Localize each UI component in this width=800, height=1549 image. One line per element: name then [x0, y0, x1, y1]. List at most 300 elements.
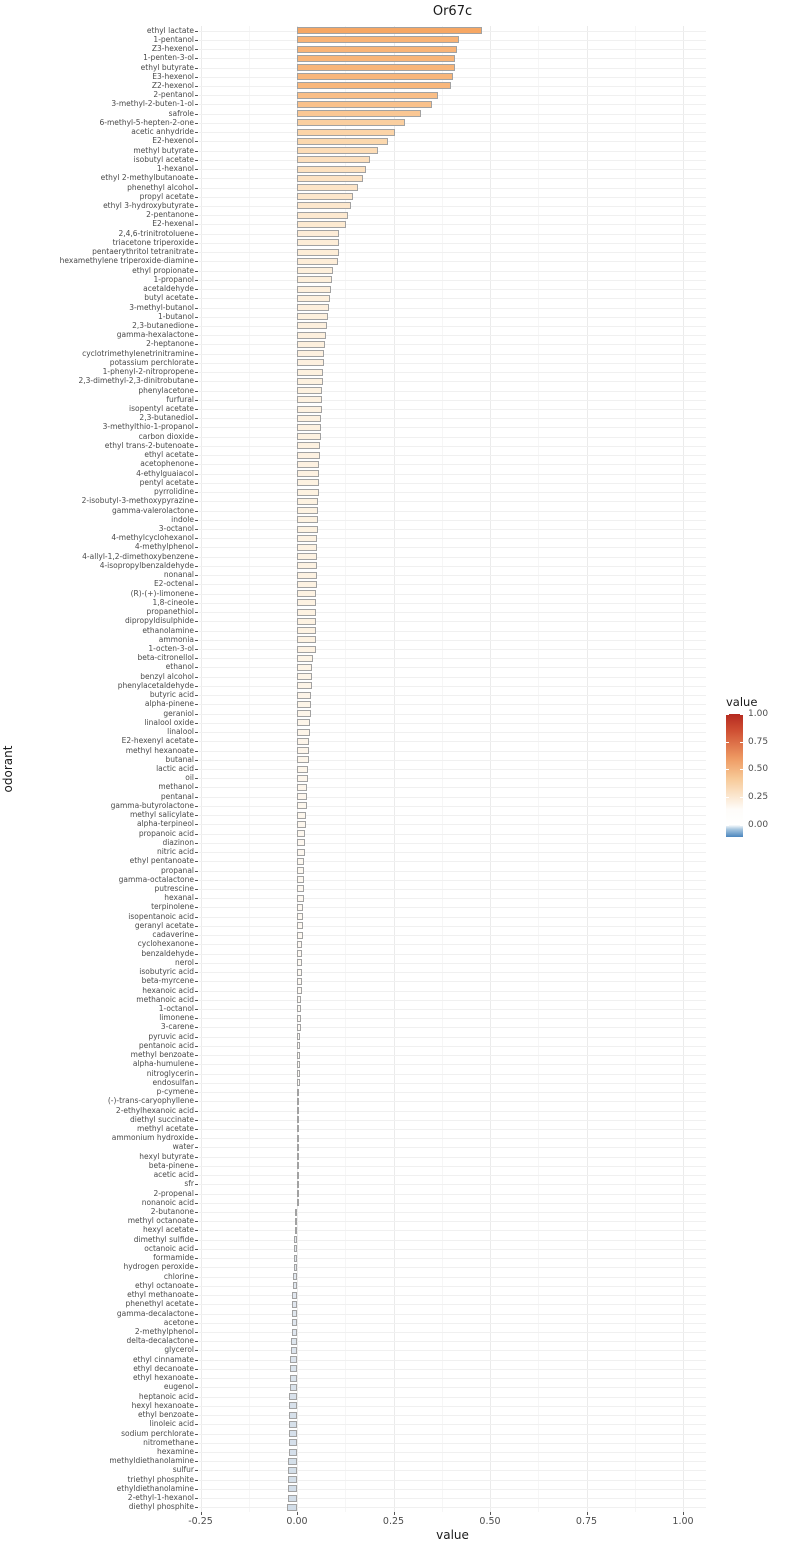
y-tick-mark [195, 160, 198, 161]
y-tick-mark [195, 1295, 198, 1296]
y-axis-label: diazinon [162, 838, 194, 847]
bar [297, 415, 321, 422]
gridline-row [199, 1221, 706, 1222]
gridline-row [199, 787, 706, 788]
y-tick-mark [195, 1387, 198, 1388]
y-tick-mark [195, 511, 198, 512]
y-axis-label: ethyl decanoate [133, 1364, 194, 1373]
x-tick-label: 0.50 [479, 1516, 501, 1527]
y-tick-mark [195, 1415, 198, 1416]
y-axis-label: endosulfan [152, 1078, 194, 1087]
y-tick-mark [195, 68, 198, 69]
y-axis-label: 1-octen-3-ol [148, 644, 194, 653]
y-axis-label: isopentanoic acid [128, 912, 194, 921]
gridline-row [199, 1406, 706, 1407]
gridline-row [199, 649, 706, 650]
gridline-row [199, 427, 706, 428]
gridline-row [199, 1332, 706, 1333]
chart-title: Or67c [432, 4, 473, 19]
bar [290, 1356, 297, 1363]
bar [297, 802, 307, 809]
y-axis-label: ethyl lactate [146, 26, 194, 35]
bar [294, 1236, 297, 1243]
gridline-row [199, 1415, 706, 1416]
bar [297, 1098, 299, 1105]
bar [297, 258, 338, 265]
gridline-row [199, 935, 706, 936]
y-tick-mark [195, 520, 198, 521]
y-axis-label: alpha-pinene [144, 699, 194, 708]
bar [297, 1172, 299, 1179]
gridline-row [199, 1120, 706, 1121]
bar [297, 212, 348, 219]
y-tick-mark [195, 1037, 198, 1038]
gridline-row [199, 981, 706, 982]
gridline-row [199, 206, 706, 207]
bar [297, 867, 304, 874]
y-axis-label: nonanoic acid [141, 1198, 194, 1207]
y-axis-label: 4-ethylguaiacol [136, 469, 194, 478]
y-axis-title: odorant [1, 745, 15, 793]
y-tick-mark [195, 1424, 198, 1425]
gridline-row [199, 917, 706, 918]
bar [297, 304, 329, 311]
y-tick-mark [195, 427, 198, 428]
y-axis-label: gamma-decalactone [116, 1309, 194, 1318]
gridline-row [199, 1452, 706, 1453]
y-axis-label: pentanoic acid [138, 1041, 194, 1050]
bar [289, 1402, 297, 1409]
gridline-row [199, 400, 706, 401]
y-axis-label: hexanal [164, 893, 194, 902]
y-axis-label: water [172, 1142, 194, 1151]
y-axis-label: heptanoic acid [138, 1392, 194, 1401]
gridline-row [199, 769, 706, 770]
y-tick-mark [195, 1203, 198, 1204]
y-tick-mark [195, 1314, 198, 1315]
gridline-row [199, 1489, 706, 1490]
y-axis-label: octanoic acid [144, 1244, 194, 1253]
gridline-row [199, 732, 706, 733]
gridline-row [199, 1304, 706, 1305]
y-tick-mark [195, 1184, 198, 1185]
gridline-row [199, 446, 706, 447]
y-axis-label: 2,3-butanedione [132, 321, 194, 330]
gridline-row [199, 1009, 706, 1010]
bar [297, 332, 326, 339]
gridline-row [199, 409, 706, 410]
y-tick-mark [195, 1332, 198, 1333]
y-tick-mark [195, 1018, 198, 1019]
gridline-row [199, 991, 706, 992]
gridline-row [199, 1046, 706, 1047]
bar [297, 978, 302, 985]
y-tick-mark [195, 1258, 198, 1259]
x-tick-mark [587, 1512, 588, 1515]
y-tick-mark [195, 880, 198, 881]
y-axis-label: acetophenone [140, 459, 194, 468]
bar [297, 1015, 301, 1022]
gridline-row [199, 215, 706, 216]
y-tick-mark [195, 695, 198, 696]
y-tick-mark [195, 1304, 198, 1305]
y-axis-label: sodium perchlorate [121, 1429, 194, 1438]
bar [297, 535, 317, 542]
gridline-row [199, 1203, 706, 1204]
gridline-row [199, 308, 706, 309]
y-tick-mark [195, 1461, 198, 1462]
y-axis-label: 2-pentanol [153, 90, 194, 99]
gridline-row [199, 566, 706, 567]
y-axis-label: linalool oxide [144, 718, 194, 727]
bar [297, 1125, 299, 1132]
y-axis-label: hydrogen peroxide [123, 1262, 194, 1271]
gridline-row [199, 188, 706, 189]
y-tick-mark [195, 1452, 198, 1453]
y-tick-mark [195, 326, 198, 327]
y-tick-mark [195, 501, 198, 502]
y-tick-mark [195, 640, 198, 641]
x-tick-mark [201, 1512, 202, 1515]
gridline-row [199, 1166, 706, 1167]
bar [297, 821, 306, 828]
bar [297, 1042, 300, 1049]
bar [287, 1504, 297, 1511]
bar [297, 618, 316, 625]
bar [297, 1052, 300, 1059]
y-axis-label: beta-myrcene [141, 976, 194, 985]
bar [297, 775, 308, 782]
y-tick-mark [195, 1221, 198, 1222]
bar [297, 1005, 301, 1012]
y-axis-label: hexyl acetate [142, 1225, 194, 1234]
y-axis-label: 6-methyl-5-hepten-2-one [99, 118, 194, 127]
bar [297, 609, 316, 616]
bar [294, 1264, 297, 1271]
gridline-row [199, 760, 706, 761]
y-axis-label: Z2-hexenol [151, 81, 194, 90]
bar [297, 627, 316, 634]
gridline-row [199, 326, 706, 327]
y-axis-label: hexamine [156, 1447, 194, 1456]
y-axis-label: 2-ethyl-1-hexanol [127, 1493, 194, 1502]
y-axis-label: 2,3-dimethyl-2,3-dinitrobutane [78, 376, 194, 385]
y-tick-mark [195, 418, 198, 419]
bar [297, 830, 305, 837]
y-tick-mark [195, 1111, 198, 1112]
bar [297, 470, 319, 477]
gridline-row [199, 252, 706, 253]
y-axis-label: hexanoic acid [142, 986, 194, 995]
gridline-row [199, 704, 706, 705]
y-tick-mark [195, 751, 198, 752]
y-tick-mark [195, 926, 198, 927]
bar [297, 664, 312, 671]
gridline-row [199, 280, 706, 281]
y-axis-label: cadaverine [152, 930, 194, 939]
y-axis-label: ethyl 2-methylbutanoate [100, 173, 194, 182]
y-axis-label: ethyl butyrate [140, 63, 194, 72]
y-tick-mark [195, 1027, 198, 1028]
y-axis-label: safrole [168, 109, 194, 118]
y-tick-mark [195, 169, 198, 170]
y-axis-label: triethyl phosphite [127, 1475, 194, 1484]
bar [297, 932, 303, 939]
y-axis-label: cyclotrimethylenetrinitramine [82, 349, 194, 358]
gridline-row [199, 437, 706, 438]
y-axis-label: nonanal [163, 570, 194, 579]
y-tick-mark [195, 889, 198, 890]
gridline-row [199, 354, 706, 355]
bar [297, 1181, 299, 1188]
y-axis-label: methyl acetate [137, 1124, 194, 1133]
gridline-row [199, 151, 706, 152]
y-axis-label: 4-methylphenol [134, 542, 194, 551]
bar [297, 267, 333, 274]
legend-tick-label: 1.00 [748, 709, 769, 719]
gridline-row [199, 815, 706, 816]
bar [297, 1144, 299, 1151]
y-tick-mark [195, 289, 198, 290]
legend-tick-label: 0.25 [748, 792, 769, 802]
bar [297, 1107, 299, 1114]
gridline-row [199, 1507, 706, 1508]
bar [297, 350, 324, 357]
y-axis-label: nerol [175, 958, 194, 967]
legend-title: value [726, 695, 758, 709]
y-tick-mark [195, 464, 198, 465]
y-axis-label: indole [171, 515, 194, 524]
y-tick-mark [195, 1341, 198, 1342]
y-tick-mark [195, 1120, 198, 1121]
y-tick-mark [195, 658, 198, 659]
y-axis-label: hexyl butyrate [139, 1152, 194, 1161]
y-tick-mark [195, 1175, 198, 1176]
y-axis-label: butanal [165, 755, 194, 764]
bar [297, 1199, 299, 1206]
y-axis-label: 3-methyl-butanol [129, 303, 194, 312]
bar [297, 673, 312, 680]
gridline-row [199, 483, 706, 484]
bar [297, 424, 321, 431]
legend-tick-mark [740, 797, 743, 798]
y-tick-mark [195, 741, 198, 742]
y-axis-label: Z3-hexenol [151, 44, 194, 53]
gridline-row [199, 658, 706, 659]
bar [297, 553, 317, 560]
gridline-row [199, 511, 706, 512]
y-tick-mark [195, 1434, 198, 1435]
y-tick-mark [195, 1498, 198, 1499]
y-tick-mark [195, 1157, 198, 1158]
y-tick-mark [195, 1507, 198, 1508]
gridline-row [199, 1443, 706, 1444]
y-axis-label: propanoic acid [138, 829, 194, 838]
bar [297, 1190, 299, 1197]
y-axis-label: beta-citronellol [137, 653, 194, 662]
y-tick-mark [195, 594, 198, 595]
bar [297, 885, 304, 892]
gridline-row [199, 907, 706, 908]
y-tick-mark [195, 852, 198, 853]
y-axis-label: dimethyl sulfide [133, 1235, 194, 1244]
gridline-row [199, 372, 706, 373]
y-axis-label: limonene [159, 1013, 194, 1022]
gridline-row [199, 806, 706, 807]
gridline-row [199, 889, 706, 890]
bar [297, 572, 317, 579]
y-axis-label: ethyl cinnamate [133, 1355, 194, 1364]
bar [297, 295, 330, 302]
gridline-row [199, 575, 706, 576]
y-axis-label: 1-pentanol [153, 35, 194, 44]
y-tick-mark [195, 1397, 198, 1398]
bar [297, 562, 317, 569]
bar [297, 433, 321, 440]
y-axis-label: nitroglycerin [146, 1069, 194, 1078]
bar [297, 904, 303, 911]
y-axis-label: 2-isobutyl-3-methoxypyrazine [81, 496, 194, 505]
bar [297, 766, 308, 773]
y-tick-mark [195, 769, 198, 770]
y-tick-mark [195, 95, 198, 96]
y-axis-label: phenethyl acetate [125, 1299, 194, 1308]
bar [297, 36, 459, 43]
gridline-row [199, 1314, 706, 1315]
y-axis-label: methyldiethanolamine [109, 1456, 194, 1465]
y-axis-label: methyl benzoate [130, 1050, 194, 1059]
gridline-row [199, 160, 706, 161]
gridline-row [199, 1424, 706, 1425]
gridline-row [199, 1018, 706, 1019]
y-tick-mark [195, 1129, 198, 1130]
gridline-row [199, 418, 706, 419]
legend-tick-mark [740, 825, 743, 826]
x-tick-mark [394, 1512, 395, 1515]
gridline-row [199, 492, 706, 493]
y-tick-mark [195, 344, 198, 345]
bar [297, 710, 311, 717]
bar [297, 913, 303, 920]
gridline-row [199, 86, 706, 87]
bar [297, 64, 455, 71]
bar [297, 129, 395, 136]
y-tick-mark [195, 787, 198, 788]
y-axis-label: 2-ethylhexanoic acid [115, 1106, 194, 1115]
y-tick-mark [195, 898, 198, 899]
gridline-row [199, 1111, 706, 1112]
legend-tick-mark [726, 742, 729, 743]
y-axis-label: furfural [166, 395, 194, 404]
y-tick-mark [195, 243, 198, 244]
y-axis-label: oil [185, 773, 194, 782]
bar [297, 92, 438, 99]
y-tick-mark [195, 935, 198, 936]
legend-tick-mark [726, 797, 729, 798]
y-axis-label: geranyl acetate [134, 921, 194, 930]
bar [297, 922, 303, 929]
bar [297, 590, 316, 597]
gridline-row [199, 1037, 706, 1038]
y-tick-mark [195, 206, 198, 207]
gridline-row [199, 1230, 706, 1231]
bar [292, 1292, 297, 1299]
gridline-row [199, 1295, 706, 1296]
y-axis-label: pyrrolidine [153, 487, 194, 496]
y-axis-label: methyl hexanoate [125, 746, 194, 755]
bar [297, 544, 317, 551]
gridline-row [199, 224, 706, 225]
y-axis-label: dipropyldisulphide [125, 616, 194, 625]
y-axis-label: beta-pinene [148, 1161, 194, 1170]
bar [289, 1393, 297, 1400]
bar [297, 498, 318, 505]
y-axis-label: sulfur [172, 1465, 194, 1474]
y-tick-mark [195, 963, 198, 964]
gridline-row [199, 1369, 706, 1370]
y-axis-label: 1-propanol [153, 275, 194, 284]
bar [297, 166, 366, 173]
gridline-row [199, 778, 706, 779]
x-tick-label: 0.00 [286, 1516, 308, 1527]
gridline-row [199, 234, 706, 235]
gridline-row [199, 335, 706, 336]
plot-panel [199, 26, 706, 1512]
gridline-row [199, 954, 706, 955]
y-tick-mark [195, 49, 198, 50]
y-tick-mark [195, 991, 198, 992]
y-tick-mark [195, 1009, 198, 1010]
y-tick-mark [195, 575, 198, 576]
gridline-row [199, 621, 706, 622]
bar [297, 646, 316, 653]
y-tick-mark [195, 815, 198, 816]
gridline-row [199, 344, 706, 345]
y-axis-label: glycerol [164, 1345, 194, 1354]
bar [297, 996, 301, 1003]
y-tick-mark [195, 474, 198, 475]
y-axis-label: methanoic acid [136, 995, 194, 1004]
y-axis-label: 2-butanone [150, 1207, 194, 1216]
y-axis-label: ammonia [158, 635, 194, 644]
bar [297, 895, 304, 902]
legend-tick-mark [726, 714, 729, 715]
y-tick-mark [195, 834, 198, 835]
bar [297, 55, 455, 62]
gridline-row [199, 474, 706, 475]
bar [297, 442, 320, 449]
y-axis-label: sfr [184, 1179, 194, 1188]
y-axis-label: pentyl acetate [139, 478, 194, 487]
legend-tick-mark [726, 825, 729, 826]
y-tick-mark [195, 1230, 198, 1231]
bar [295, 1227, 297, 1234]
gridline-row [199, 123, 706, 124]
y-tick-mark [195, 612, 198, 613]
y-axis-label: 2-propenal [153, 1189, 194, 1198]
y-tick-mark [195, 529, 198, 530]
bar [295, 1209, 297, 1216]
y-tick-mark [195, 584, 198, 585]
gridline-row [199, 104, 706, 105]
y-axis-label: 1-hexanol [156, 164, 194, 173]
y-tick-mark [195, 677, 198, 678]
y-tick-mark [195, 538, 198, 539]
y-axis-label: ethyl propionate [132, 266, 194, 275]
y-tick-mark [195, 197, 198, 198]
bar [297, 876, 304, 883]
y-tick-mark [195, 391, 198, 392]
